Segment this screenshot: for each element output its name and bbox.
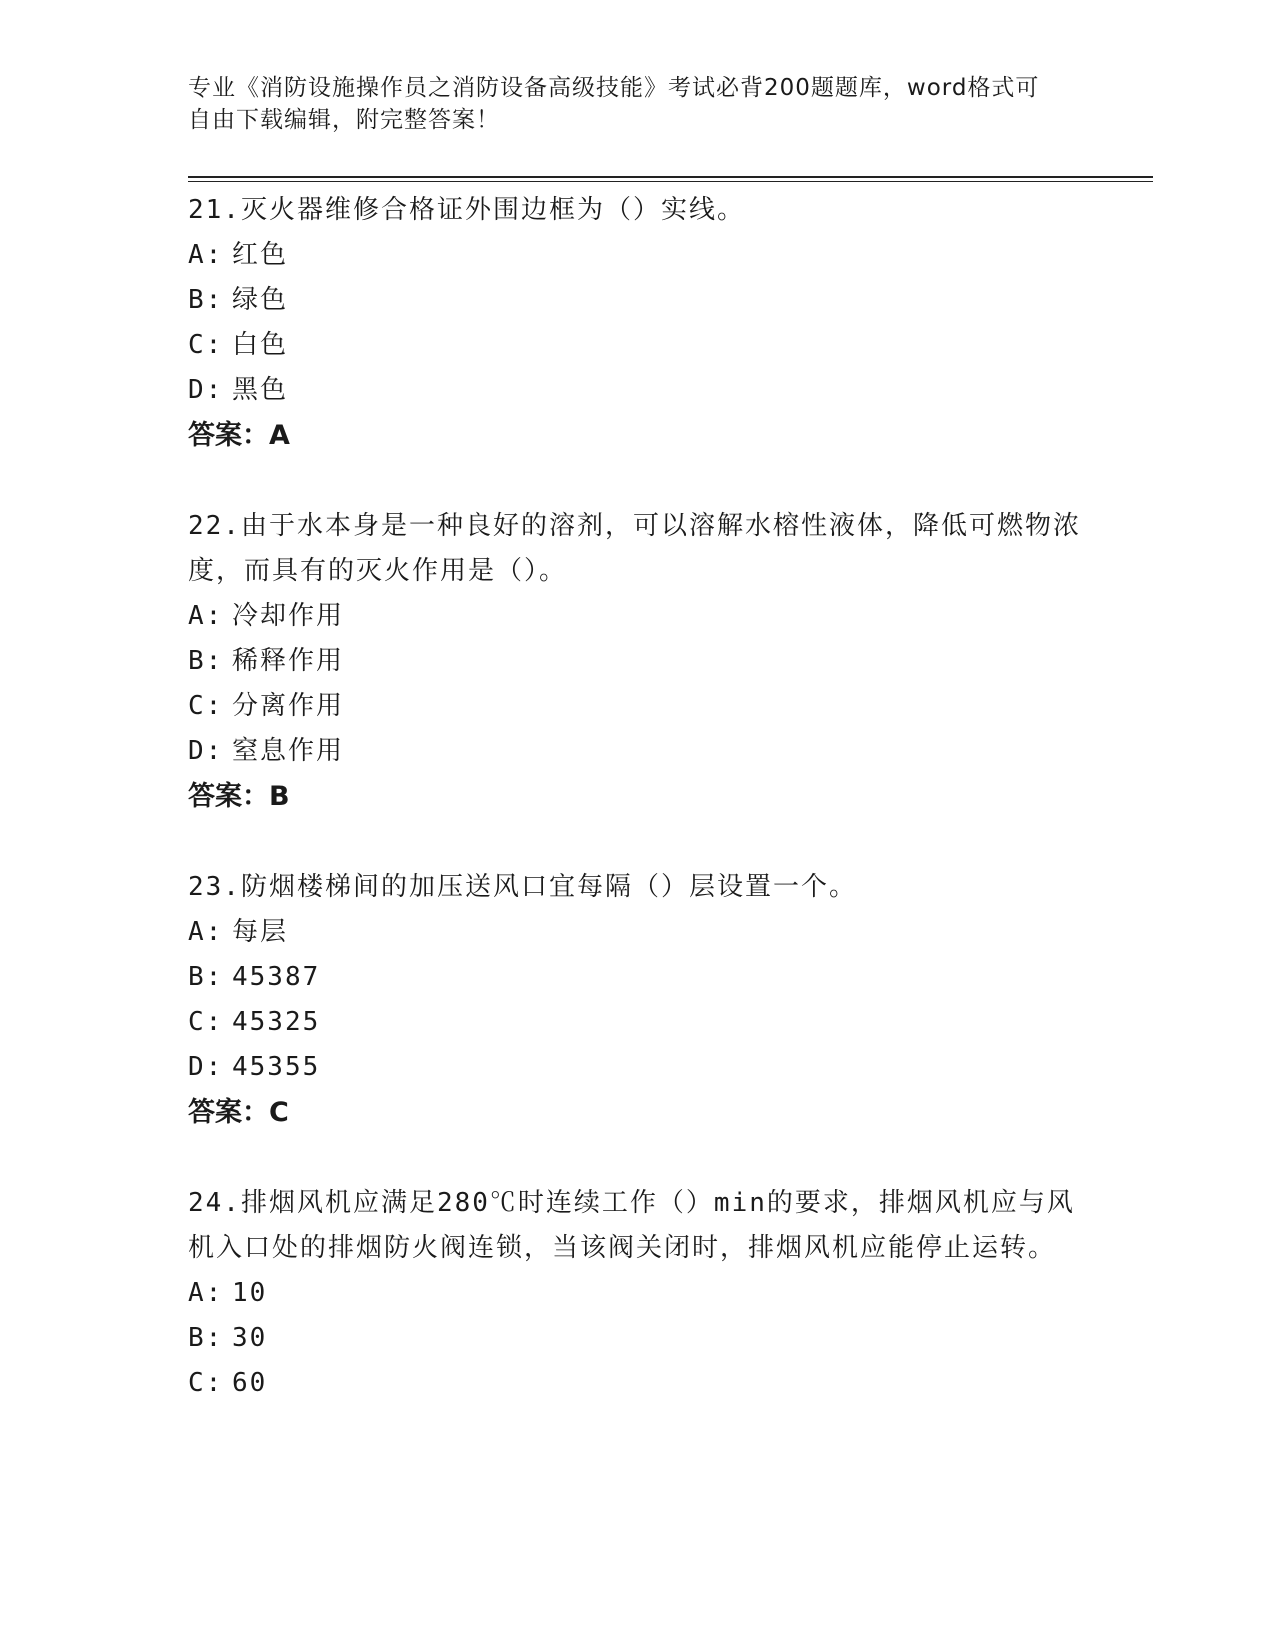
- option-c: [188, 1361, 1088, 1406]
- option-a: [188, 910, 1088, 955]
- option-a: [188, 594, 1088, 639]
- question-list: [188, 188, 1088, 1452]
- option-text: 黑色: [232, 375, 289, 405]
- option-label: D:: [188, 736, 224, 766]
- option-text: 60: [232, 1368, 268, 1398]
- option-d: [188, 1045, 1088, 1090]
- question-stem: 24.排烟风机应满足280℃时连续工作（）min的要求，排烟风机应与风机入口处的排烟防火阀连锁，当该阀关闭时，排烟风机应能停止运转。: [188, 1188, 1075, 1263]
- header-line-2: 自由下载编辑，附完整答案！: [188, 107, 500, 133]
- answer-line: 答案：B: [188, 781, 290, 812]
- option-text: 45387: [232, 962, 321, 992]
- option-label: B:: [188, 962, 224, 992]
- option-text: 红色: [232, 240, 289, 270]
- option-label: A:: [188, 917, 224, 947]
- option-text: 45325: [232, 1007, 321, 1037]
- option-b: [188, 955, 1088, 1000]
- header-line-1: 专业《消防设施操作员之消防设备高级技能》考试必背200题题库，word格式可: [188, 75, 1040, 101]
- option-text: 白色: [232, 330, 289, 360]
- option-b: [188, 639, 1088, 684]
- answer-line: 答案：C: [188, 1097, 289, 1128]
- option-b: [188, 1316, 1088, 1361]
- option-text: 分离作用: [232, 691, 345, 721]
- option-label: B:: [188, 285, 224, 315]
- option-text: 每层: [232, 917, 289, 947]
- option-label: C:: [188, 691, 224, 721]
- option-d: [188, 368, 1088, 413]
- option-label: C:: [188, 330, 224, 360]
- option-b: [188, 278, 1088, 323]
- option-label: D:: [188, 1052, 224, 1082]
- option-label: A:: [188, 240, 224, 270]
- option-label: B:: [188, 1323, 224, 1353]
- option-label: A:: [188, 1278, 224, 1308]
- option-label: C:: [188, 1368, 224, 1398]
- option-d: [188, 729, 1088, 774]
- question-22: [188, 504, 1088, 819]
- option-text: 稀释作用: [232, 646, 345, 676]
- question-24: [188, 1181, 1088, 1406]
- question-21: [188, 188, 1088, 458]
- option-text: 30: [232, 1323, 268, 1353]
- header-divider: [188, 176, 1153, 182]
- option-label: C:: [188, 1007, 224, 1037]
- option-c: [188, 684, 1088, 729]
- option-c: [188, 1000, 1088, 1045]
- document-header: [188, 72, 1068, 136]
- option-text: 冷却作用: [232, 601, 345, 631]
- option-text: 45355: [232, 1052, 321, 1082]
- question-23: [188, 865, 1088, 1135]
- question-stem: 22.由于水本身是一种良好的溶剂，可以溶解水榕性液体，降低可燃物浓度，而具有的灭火作用是（）。: [188, 511, 1081, 586]
- option-label: B:: [188, 646, 224, 676]
- answer-line: 答案：A: [188, 420, 290, 451]
- option-a: [188, 233, 1088, 278]
- question-stem: 23.防烟楼梯间的加压送风口宜每隔（）层设置一个。: [188, 872, 857, 902]
- option-a: [188, 1271, 1088, 1316]
- option-text: 窒息作用: [232, 736, 345, 766]
- option-label: D:: [188, 375, 224, 405]
- option-c: [188, 323, 1088, 368]
- option-text: 10: [232, 1278, 268, 1308]
- question-stem: 21.灭火器维修合格证外围边框为（）实线。: [188, 195, 745, 225]
- option-label: A:: [188, 601, 224, 631]
- option-text: 绿色: [232, 285, 289, 315]
